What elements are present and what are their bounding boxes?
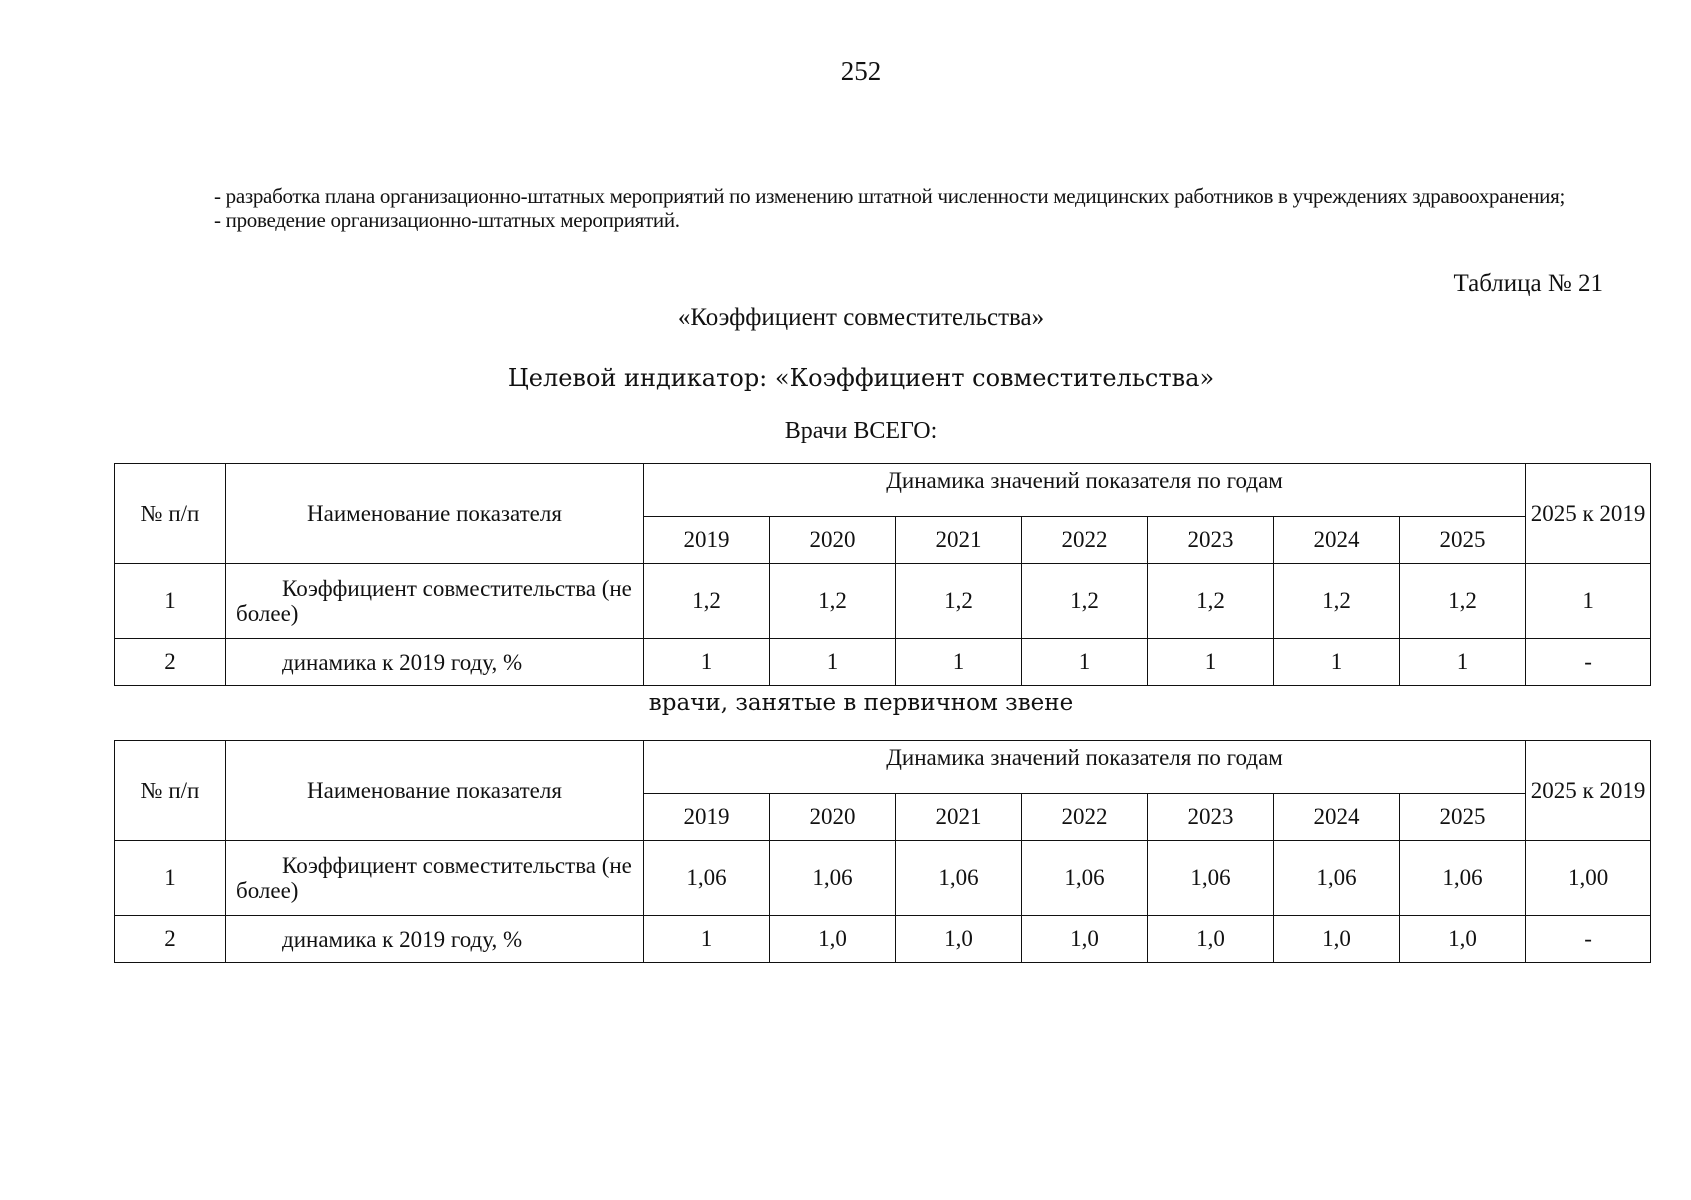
- header-year: 2023: [1148, 794, 1274, 841]
- cell-value: 1,06: [644, 841, 770, 916]
- cell-indicator-name: [226, 841, 644, 916]
- cell-value: 1: [896, 639, 1022, 686]
- header-year: 2019: [644, 794, 770, 841]
- header-indicator-name: Наименование показателя: [226, 464, 644, 564]
- header-year: 2022: [1022, 794, 1148, 841]
- table-row: [115, 564, 1651, 639]
- header-year: 2025: [1400, 517, 1526, 564]
- cell-indicator-name-text: Коэффициент совместительства (не более): [236, 576, 632, 626]
- cell-value: 1: [1274, 639, 1400, 686]
- cell-value: 1: [1148, 639, 1274, 686]
- cell-value: 1: [644, 916, 770, 963]
- header-2025-vs-2019: 2025 к 2019: [1526, 464, 1651, 564]
- cell-value: 1,06: [1148, 841, 1274, 916]
- cell-number: 2: [115, 916, 226, 963]
- cell-value: 1,0: [1148, 916, 1274, 963]
- cell-2025-vs-2019: -: [1526, 916, 1651, 963]
- cell-number: 1: [115, 841, 226, 916]
- cell-2025-vs-2019: 1: [1526, 564, 1651, 639]
- cell-value: 1,0: [770, 916, 896, 963]
- cell-value: 1,2: [770, 564, 896, 639]
- bullet-list: [126, 184, 1604, 232]
- cell-indicator-name: [226, 916, 644, 963]
- bullet-item: - проведение организационно-штатных мероприятий.: [214, 208, 680, 232]
- table-header-row: [115, 741, 1651, 794]
- header-number: № п/п: [115, 741, 226, 841]
- cell-indicator-name-text: динамика к 2019 году, %: [282, 649, 523, 675]
- cell-value: 1,0: [1400, 916, 1526, 963]
- header-year: 2024: [1274, 794, 1400, 841]
- header-dynamics-group: Динамика значений показателя по годам: [644, 741, 1526, 794]
- table-number: Таблица № 21: [1453, 270, 1603, 297]
- bullet-item: - разработка плана организационно-штатных мероприятий по изменению штатной численности медицинских работников в учреждениях здравоохранения;: [214, 184, 1565, 208]
- table-primary-care-doctors: [114, 740, 1651, 963]
- table-all-doctors: [114, 463, 1651, 686]
- document-title: «Коэффициент совместительства»: [677, 304, 1045, 331]
- header-year: 2024: [1274, 517, 1400, 564]
- cell-value: 1: [1400, 639, 1526, 686]
- cell-value: 1,2: [644, 564, 770, 639]
- cell-2025-vs-2019: 1,00: [1526, 841, 1651, 916]
- cell-value: 1,06: [1022, 841, 1148, 916]
- cell-value: 1,0: [1274, 916, 1400, 963]
- header-year: 2022: [1022, 517, 1148, 564]
- target-indicator-heading: Целевой индикатор: «Коэффициент совместительства»: [507, 364, 1215, 392]
- cell-value: 1,0: [896, 916, 1022, 963]
- table-subtitle-primary-care: врачи, занятые в первичном звене: [648, 690, 1074, 716]
- header-2025-vs-2019: 2025 к 2019: [1526, 741, 1651, 841]
- header-year: 2019: [644, 517, 770, 564]
- header-year: 2021: [896, 517, 1022, 564]
- table-subtitle-all-doctors: Врачи ВСЕГО:: [784, 418, 938, 444]
- header-number: № п/п: [115, 464, 226, 564]
- table-row: [115, 639, 1651, 686]
- table-row: [115, 841, 1651, 916]
- cell-value: 1: [644, 639, 770, 686]
- cell-value: 1,06: [1400, 841, 1526, 916]
- cell-value: 1,06: [770, 841, 896, 916]
- cell-number: 2: [115, 639, 226, 686]
- header-indicator-name: Наименование показателя: [226, 741, 644, 841]
- cell-value: 1,0: [1022, 916, 1148, 963]
- header-year: 2020: [770, 517, 896, 564]
- cell-value: 1,2: [1022, 564, 1148, 639]
- cell-2025-vs-2019: -: [1526, 639, 1651, 686]
- cell-value: 1,06: [1274, 841, 1400, 916]
- header-dynamics-group: Динамика значений показателя по годам: [644, 464, 1526, 517]
- table-header-row: [115, 464, 1651, 517]
- cell-indicator-name: [226, 564, 644, 639]
- cell-value: 1,2: [1400, 564, 1526, 639]
- cell-indicator-name-text: динамика к 2019 году, %: [282, 926, 523, 952]
- cell-number: 1: [115, 564, 226, 639]
- header-year: 2020: [770, 794, 896, 841]
- header-year: 2023: [1148, 517, 1274, 564]
- cell-value: 1: [1022, 639, 1148, 686]
- cell-value: 1,2: [896, 564, 1022, 639]
- cell-indicator-name-text: Коэффициент совместительства (не более): [236, 853, 632, 903]
- header-year: 2025: [1400, 794, 1526, 841]
- cell-value: 1: [770, 639, 896, 686]
- table-row: [115, 916, 1651, 963]
- cell-value: 1,06: [896, 841, 1022, 916]
- cell-value: 1,2: [1148, 564, 1274, 639]
- header-year: 2021: [896, 794, 1022, 841]
- cell-indicator-name: [226, 639, 644, 686]
- cell-value: 1,2: [1274, 564, 1400, 639]
- page-number: 252: [840, 56, 882, 86]
